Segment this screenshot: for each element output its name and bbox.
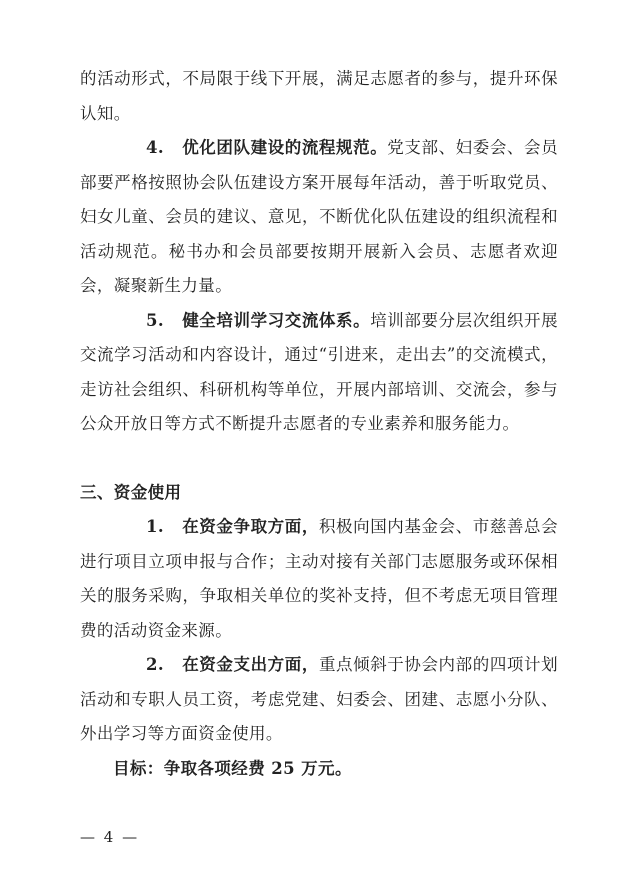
item-number: 5.	[146, 310, 165, 330]
item-number: 2.	[146, 655, 165, 674]
item-body: 重点倾斜于协会内部的四项计划活动和专职人员工资，考虑党建、妇委会、团建、志愿小分队、外出学习等方面资金使用。	[80, 655, 558, 743]
item-number: 1.	[146, 517, 165, 536]
section-spacer	[80, 442, 558, 476]
item-title: 健全培训学习交流体系。	[182, 310, 371, 330]
item-body: 党支部、妇委会、会员部要严格按照协会队伍建设方案开展每年活动，善于听取党员、妇女儿童、会员的建议、意见，不断优化队伍建设的组织流程和活动规范。秘书办和会员部要按期开展新入会员、志愿者欢迎会，凝聚新生力量。	[80, 138, 558, 295]
list-item-2	[80, 648, 558, 752]
item-title: 在资金争取方面，	[182, 517, 319, 536]
paragraph-continued: 的活动形式，不局限于线下开展，满足志愿者的参与，提升环保认知。	[80, 69, 558, 123]
list-item-4	[80, 131, 558, 304]
item-body: 积极向国内基金会、市慈善总会进行项目立项申报与合作；主动对接有关部门志愿服务或环保相关的服务采购，争取相关单位的奖补支持，但不考虑无项目管理费的活动资金来源。	[80, 517, 558, 640]
item-title: 优化团队建设的流程规范。	[182, 138, 388, 157]
item-number: 4.	[146, 138, 165, 157]
list-item-5	[80, 304, 558, 442]
list-item-1	[80, 510, 558, 648]
section-heading: 三、资金使用	[80, 482, 182, 502]
document-page	[80, 62, 558, 786]
page-number: — 4 —	[80, 828, 140, 846]
goal-statement: 目标：争取各项经费 25 万元。	[113, 758, 352, 778]
item-title: 在资金支出方面，	[182, 655, 319, 674]
item-body: 培训部要分层次组织开展交流学习活动和内容设计，通过“引进来，走出去”的交流模式，走访社会组织、科研机构等单位，开展内部培训、交流会，参与公众开放日等方式不断提升志愿者的专业素养和服务能力。	[80, 310, 558, 433]
